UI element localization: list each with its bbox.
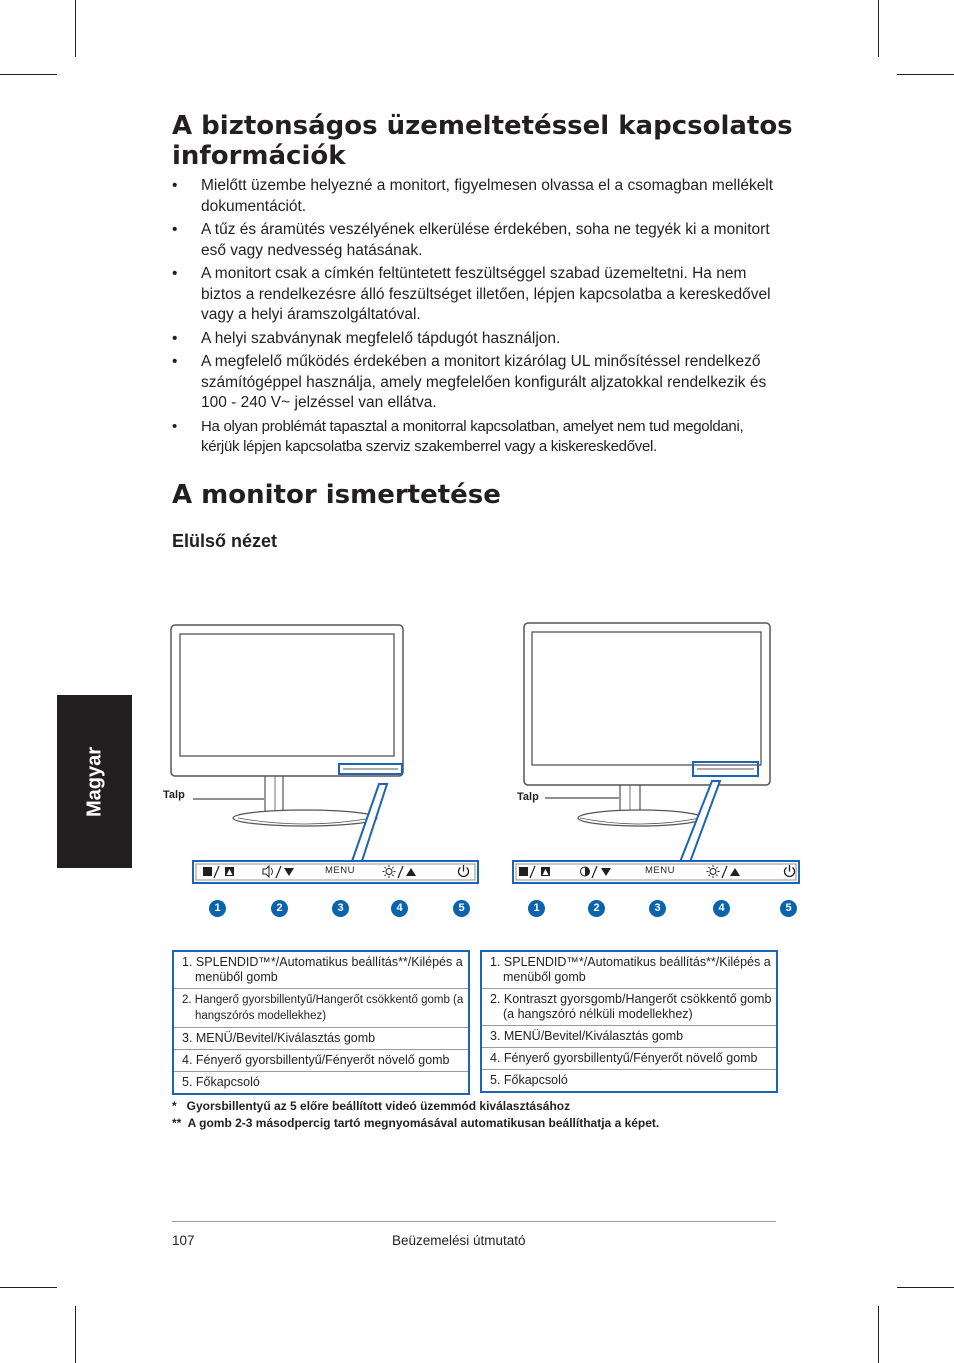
legend-row: 2. Kontraszt gyorsgomb/Hangerőt csökkentő gomb (a hangszóró nélküli modellekhez) [482, 989, 776, 1026]
legend-row: 1. SPLENDID™*/Automatikus beállítás**/Kilépés a menüből gomb [174, 952, 468, 989]
button-number: 2 [271, 900, 288, 917]
button-legend-right [480, 950, 778, 1093]
footer-divider [172, 1221, 776, 1222]
legend-row: 5. Főkapcsoló [182, 1075, 260, 1089]
title-line: információk [172, 141, 346, 171]
legend-row: 3. MENÜ/Bevitel/Kiválasztás gomb [482, 1026, 776, 1048]
monitor-right [524, 623, 770, 826]
footnote: ** A gomb 2-3 másodpercig tartó megnyomásával automatikusan beállíthatja a képet. [172, 1116, 660, 1130]
legend-row [174, 989, 468, 1028]
stand-label: Talp [517, 791, 539, 803]
button-number: 1 [528, 900, 545, 917]
list-item: • A monitort csak a címkén feltüntetett feszültséggel szabad üzemeltetni. Ha nem biztos a rendelkezésre álló feszültséget illetően, lépjen kapcsolatba a kereskedővel vagy a helyi áramszolgáltatóval. [172, 264, 782, 326]
menu-label: MENU [645, 865, 675, 876]
subsection-title: Elülső nézet [172, 531, 278, 551]
legend-row: 4. Fényerő gyorsbillentyű/Fényerőt növelő gomb [482, 1048, 776, 1070]
list-item: • Ha olyan problémát tapasztal a monitorral kapcsolatban, amelyet nem tud megoldani, kérjük lépjen kapcsolatba szerviz szakemberrel vagy a kiskereskedővel. [172, 417, 782, 458]
monitor-left [171, 625, 403, 826]
button-number: 3 [332, 900, 349, 917]
legend-row: 4. Fényerő gyorsbillentyű/Fényerőt növelő gomb [174, 1050, 468, 1072]
button-number: 5 [780, 900, 797, 917]
title-line: A biztonságos üzemeltetéssel kapcsolatos [172, 111, 793, 141]
list-item: • A megfelelő működés érdekében a monitort kizárólag UL minősítéssel rendelkező számítógéppel használja, amely megfelelően konfigurált aljzatokkal rendelkezik és 100 - 240 V~ jelzéssel van ellátva. [172, 352, 782, 414]
list-item: • A helyi szabványnak megfelelő tápdugót használjon. [172, 329, 782, 350]
stand-label: Talp [163, 789, 185, 801]
legend-row: 1. SPLENDID™*/Automatikus beállítás**/Kilépés a menüből gomb [482, 952, 776, 989]
footnote: * Gyorsbillentyű az 5 előre beállított videó üzemmód kiválasztásához [172, 1099, 571, 1113]
legend-row: 3. MENÜ/Bevitel/Kiválasztás gomb [174, 1028, 468, 1050]
button-number: 2 [588, 900, 605, 917]
legend-row: 5. Főkapcsoló [490, 1073, 568, 1087]
button-legend-left [172, 950, 470, 1095]
language-tab-label: Magyar [83, 746, 105, 817]
list-item: • A tűz és áramütés veszélyének elkerülése érdekében, soha ne tegyék ki a monitort eső vagy nedvesség hatásának. [172, 220, 782, 261]
list-item: • Mielőtt üzembe helyezné a monitort, figyelmesen olvassa el a csomagban mellékelt dokumentációt. [172, 176, 782, 217]
button-number: 5 [453, 900, 470, 917]
page-number: 107 [172, 1233, 195, 1248]
button-number: 4 [391, 900, 408, 917]
legend-row-text: 2. Hangerő gyorsbillentyű/Hangerőt csökkentő gomb (a hangszórós modellekhez) [182, 994, 464, 1022]
button-number: 1 [209, 900, 226, 917]
menu-label: MENU [325, 865, 355, 876]
button-number: 4 [713, 900, 730, 917]
button-number: 3 [649, 900, 666, 917]
guide-title: Beüzemelési útmutató [392, 1233, 526, 1248]
section-title-monitor: A monitor ismertetése [172, 480, 501, 510]
